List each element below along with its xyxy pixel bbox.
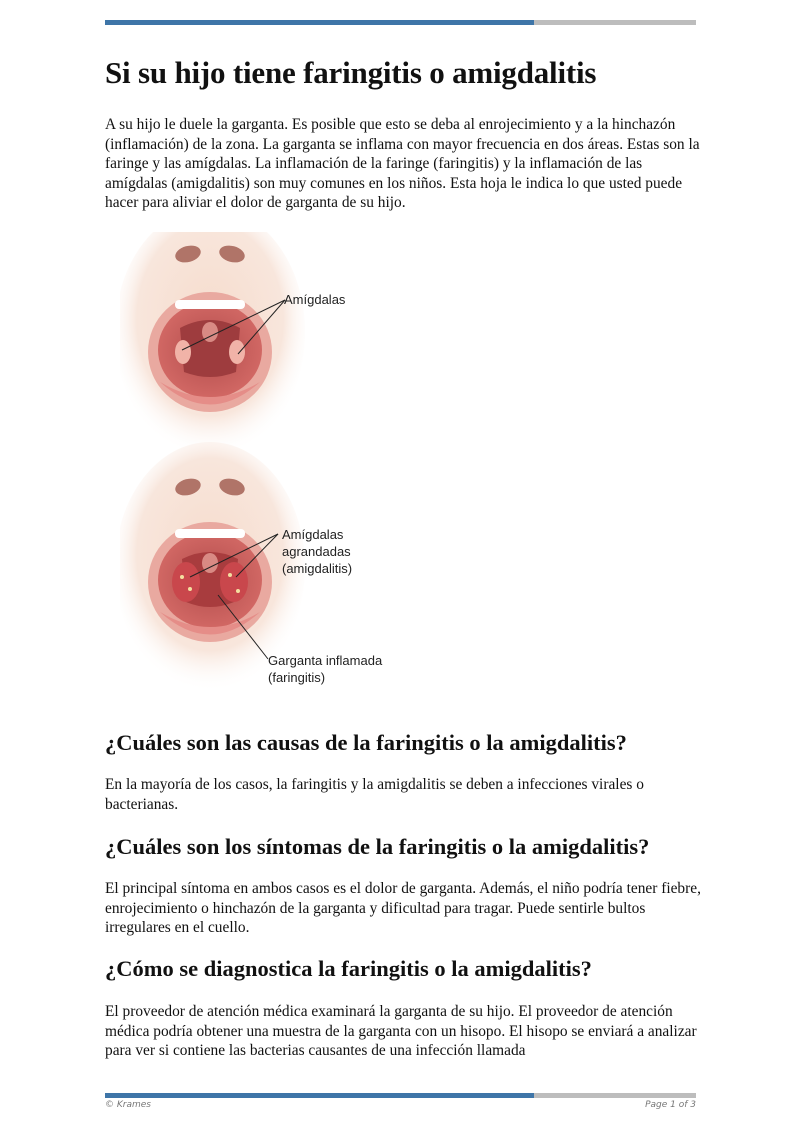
footer-bar-accent xyxy=(105,1093,534,1098)
header-bar-accent xyxy=(105,20,534,25)
header-progress-bar xyxy=(105,20,696,25)
inflamed-throat-label-2: (faringitis) xyxy=(268,670,326,685)
enlarged-tonsils-label-2: agrandadas xyxy=(282,544,351,559)
footer-page-number: Page 1 of 3 xyxy=(645,1100,696,1110)
header-bar-rest xyxy=(534,20,696,25)
section-text-symptoms: El principal síntoma en ambos casos es el dolor de garganta. Además, el niño podría tener fiebre, enrojecimiento o hinchazón de la garganta y dificultad para tragar. Puede sentirle bultos irregulares en el cuello. xyxy=(105,880,701,936)
normal-throat-face xyxy=(120,232,346,457)
section-heading-causes: ¿Cuáles son las causas de la faringitis o la amigdalitis? xyxy=(105,730,627,755)
section-heading-symptoms: ¿Cuáles son los síntomas de la faringitis o la amigdalitis? xyxy=(105,834,650,859)
normal-tonsils-label: Amígdalas xyxy=(284,292,346,307)
throat-illustration xyxy=(120,232,410,692)
page-title: Si su hijo tiene faringitis o amigdalitis xyxy=(105,55,597,90)
intro-paragraph: A su hijo le duele la garganta. Es posible que esto se deba al enrojecimiento y a la hinchazón (inflamación) de la zona. La garganta se inflama con mayor frecuencia en dos áreas. Estas son la faringe y las amígdalas. La inflamación de la faringe (faringitis) y la inflamación de las amígdalas (amigdalitis) son muy comunes en los niños. Esta hoja le indica lo que usted puede hacer para aliviar el dolor de garganta de su hijo. xyxy=(105,116,700,211)
footer-bar-rest xyxy=(534,1093,696,1098)
section-heading-diagnosis: ¿Cómo se diagnostica la faringitis o la amigdalitis? xyxy=(105,956,592,981)
enlarged-tonsils-label-3: (amigdalitis) xyxy=(282,561,353,576)
inflamed-throat-face xyxy=(120,442,383,692)
footer-progress-bar xyxy=(105,1093,696,1098)
enlarged-tonsils-label-1: Amígdalas xyxy=(282,527,344,542)
section-text-diagnosis: El proveedor de atención médica examinará la garganta de su hijo. El proveedor de atención médica podría obtener una muestra de la garganta con un hisopo. El hisopo se enviará a analizar para ver si contiene las bacterias causantes de una infección llamada xyxy=(105,1003,697,1059)
footer-copyright: © Krames xyxy=(105,1100,151,1110)
section-text-causes: En la mayoría de los casos, la faringitis y la amigdalitis se deben a infecciones virales o bacterianas. xyxy=(105,776,644,813)
inflamed-throat-label-1: Garganta inflamada xyxy=(268,653,383,668)
mouth-illustration-icon xyxy=(120,232,410,692)
